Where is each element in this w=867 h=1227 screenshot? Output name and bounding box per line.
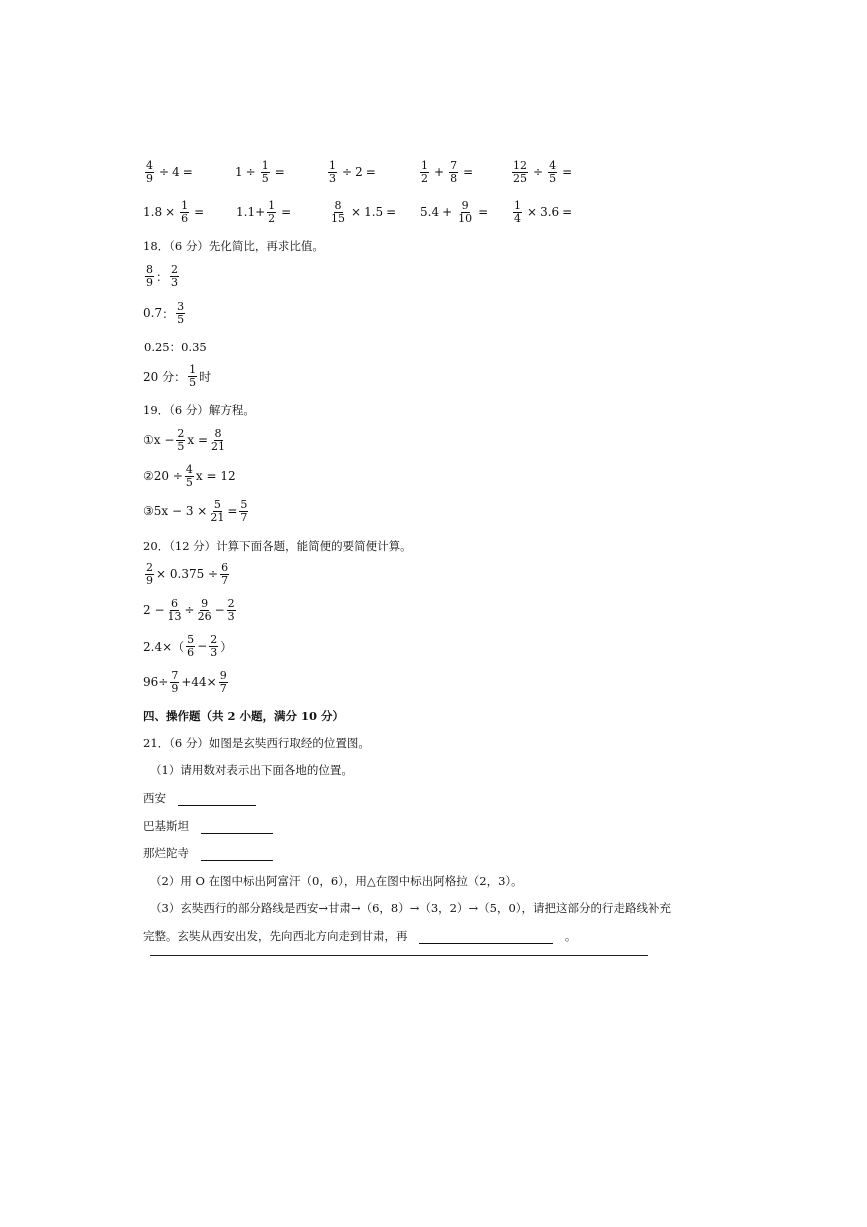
fraction: $\frac{1}{5}$ [189, 363, 197, 389]
fraction: $\frac{1}{4}$ [514, 199, 521, 225]
fraction: $\frac{2}{3}$ [210, 633, 218, 659]
question-19-title: 19．（6 分）解方程。 [143, 403, 255, 417]
oral-calc-2: 1 ÷ $\frac{1}{5}$ = [235, 159, 285, 185]
oral-calc-10: $\frac{1}{4}$ × 3.6 = [514, 199, 573, 225]
fraction: $\frac{4}{5}$ [185, 463, 193, 489]
question-21-part-2: （2）用 O 在图中标出阿富汗（0，6），用△在图中标出阿格拉（2，3）。 [150, 874, 523, 888]
answer-blank[interactable] [201, 848, 273, 861]
fraction: $\frac{9}{10}$ [458, 199, 473, 225]
section-4-heading: 四、操作题（共 2 小题，满分 10 分） [143, 709, 345, 723]
question-21-title: 21．（6 分）如图是玄奘西行取经的位置图。 [143, 736, 370, 750]
fraction: $\frac{6}{7}$ [221, 561, 229, 587]
answer-blank[interactable] [178, 793, 256, 806]
fraction: $\frac{12}{25}$ [513, 159, 527, 185]
calc-item-2: 2 − $\frac{6}{13}$ ÷ $\frac{9}{26}$ − $\frac{2}{3}$ [143, 597, 235, 623]
fraction: $\frac{1}{5}$ [261, 159, 269, 185]
calc-item-1: $\frac{2}{9}$ × 0.375 ÷ $\frac{6}{7}$ [146, 561, 229, 587]
fraction: $\frac{9}{7}$ [219, 669, 227, 695]
fraction: $\frac{1}{6}$ [181, 199, 189, 225]
question-21-part-1: （1）请用数对表示出下面各地的位置。 [150, 763, 353, 777]
fraction: $\frac{3}{5}$ [177, 300, 185, 326]
fraction: $\frac{7}{9}$ [171, 669, 179, 695]
ratio-item-4: 20 分 ： $\frac{1}{5}$ 时 [143, 363, 212, 389]
answer-line-xian [143, 790, 256, 806]
oral-calc-9: 5.4 + $\frac{9}{10}$ = [420, 199, 489, 225]
place-label: 巴基斯坦 [143, 819, 189, 833]
oral-calc-6: 1.8 × $\frac{1}{6}$ = [143, 199, 205, 225]
question-20-title: 20．（12 分）计算下面各题，能简便的要简便计算。 [143, 539, 412, 553]
oral-calc-4: $\frac{1}{2}$ + $\frac{7}{8}$ = [421, 159, 474, 185]
oral-calc-7: 1.1 + $\frac{1}{2}$ = [236, 199, 292, 225]
place-label: 那烂陀寺 [143, 846, 189, 860]
fraction: $\frac{6}{13}$ [167, 597, 182, 623]
fraction: $\frac{9}{26}$ [197, 597, 212, 623]
question-21-part-3: （3）玄奘西行的部分路线是西安→甘肃→（6，8）→（3，2）→（5，0），请把这部分的行走路线补充 [150, 901, 672, 915]
answer-blank[interactable] [201, 821, 273, 834]
fraction: $\frac{8}{9}$ [146, 263, 153, 289]
fraction: $\frac{4}{9}$ [146, 159, 153, 185]
ratio-item-3: 0.25：0.35 [144, 340, 207, 354]
fraction: $\frac{1}{2}$ [421, 159, 428, 185]
ratio-item-1: $\frac{8}{9}$ ： $\frac{2}{3}$ [146, 263, 179, 289]
oral-calc-8: $\frac{8}{15}$ × 1.5 = [331, 199, 397, 225]
equation-3: ③5x − 3 × $\frac{5}{21}$ = $\frac{5}{7}$ [143, 498, 248, 524]
fraction: $\frac{8}{15}$ [331, 199, 345, 225]
place-label: 西安 [143, 791, 166, 805]
oral-calc-3: $\frac{1}{3}$ ÷ 2 = [329, 159, 376, 185]
oral-calc-1: $\frac{4}{9}$ ÷ 4 = [146, 159, 193, 185]
fraction: $\frac{2}{3}$ [171, 263, 179, 289]
fraction: $\frac{5}{21}$ [210, 498, 225, 524]
ratio-item-2: 0.7 ： $\frac{3}{5}$ [143, 300, 185, 326]
answer-line-nalanda [143, 845, 273, 861]
equation-1: ①x − $\frac{2}{5}$ x = $\frac{8}{21}$ [143, 427, 226, 453]
fraction: $\frac{2}{3}$ [227, 597, 235, 623]
fraction: $\frac{5}{7}$ [240, 498, 248, 524]
fraction: $\frac{2}{9}$ [146, 561, 153, 587]
fraction: $\frac{4}{5}$ [549, 159, 557, 185]
fraction: $\frac{8}{21}$ [211, 427, 226, 453]
question-21-part-3-cont: 完整。玄奘从西安出发，先向西北方向走到甘肃，再 。 [143, 929, 577, 943]
answer-line-pakistan [143, 818, 273, 834]
footer-divider [150, 955, 648, 956]
question-18-title: 18．（6 分）先化简比，再求比值。 [143, 239, 324, 253]
fraction: $\frac{7}{8}$ [450, 159, 458, 185]
fraction: $\frac{1}{2}$ [268, 199, 276, 225]
oral-calc-5: $\frac{12}{25}$ ÷ $\frac{4}{5}$ = [513, 159, 573, 185]
fraction: $\frac{5}{6}$ [187, 633, 195, 659]
fraction: $\frac{2}{5}$ [177, 427, 185, 453]
answer-blank[interactable] [419, 931, 553, 944]
calc-item-4: 96÷ $\frac{7}{9}$ +44× $\frac{9}{7}$ [143, 669, 227, 695]
fraction: $\frac{1}{3}$ [329, 159, 336, 185]
equation-2: ②20 ÷ $\frac{4}{5}$ x = 12 [143, 463, 236, 489]
calc-item-3: 2.4×（ $\frac{5}{6}$ − $\frac{2}{3}$ ） [143, 633, 233, 659]
